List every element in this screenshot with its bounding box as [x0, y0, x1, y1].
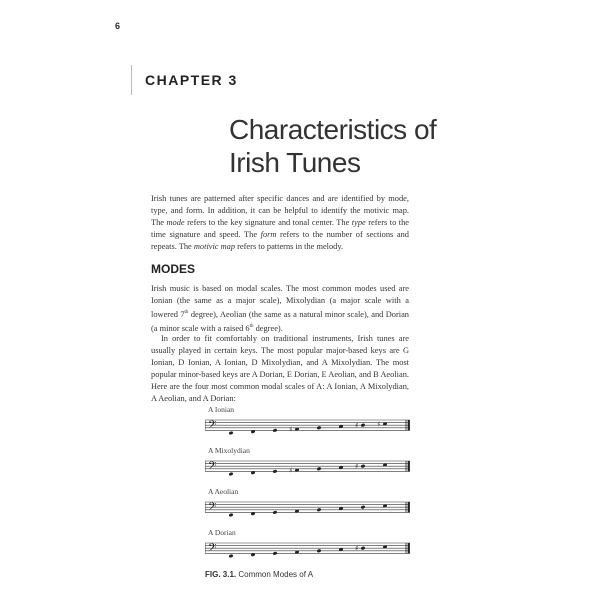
note-head — [361, 464, 366, 468]
term-motivic-map: motivic map — [193, 242, 236, 251]
bass-clef-icon: 𝄢 — [208, 459, 217, 475]
chapter-title-line-1: Characteristics of — [229, 114, 437, 145]
scale-label: A Ionian — [208, 405, 235, 414]
term-form: form — [260, 230, 277, 239]
note-head — [273, 428, 278, 432]
note-head — [229, 513, 234, 517]
modes-p1-text-b: degree), Aeolian (the same as a natural minor scale), and Dorian (a minor scale with a raised 6 — [151, 309, 409, 333]
note-head — [273, 510, 278, 514]
note-head — [317, 508, 322, 512]
intro-text-5: refers to patterns in the melody. — [235, 242, 344, 251]
note-head — [229, 431, 234, 435]
modes-p1-text-a: Irish music is based on modal scales. The most common modes used are Ionian (the same as a major scale), Mixolydian (a major scale with a lowered 7 — [151, 284, 409, 319]
note-head — [273, 551, 278, 555]
bass-clef-icon: 𝄢 — [208, 541, 217, 557]
bass-clef-icon: 𝄢 — [208, 418, 217, 434]
intro-text-3: refers to the time signature and speed. The — [151, 218, 409, 239]
sharp-accidental: ♯ — [289, 466, 293, 475]
bass-clef-icon: 𝄢 — [208, 500, 217, 516]
section-heading-modes: MODES — [151, 262, 196, 276]
figure-label: FIG. 3.1. — [205, 570, 237, 579]
music-staff — [205, 497, 410, 523]
note-head — [361, 423, 366, 427]
intro-paragraph — [151, 193, 409, 253]
superscript-th: th — [249, 323, 254, 329]
chapter-title — [229, 113, 489, 179]
sharp-accidental: ♯ — [355, 421, 359, 430]
term-type: type — [351, 218, 366, 227]
note-head — [317, 549, 322, 553]
figure-caption — [205, 570, 313, 579]
figure-caption-text: Common Modes of A — [236, 570, 314, 579]
music-staff — [205, 415, 410, 441]
note-head — [317, 426, 322, 430]
sharp-accidental: ♯ — [377, 420, 381, 429]
superscript-th: th — [184, 310, 189, 315]
intro-text-2: refers to the key signature and tonal center. The — [184, 218, 352, 227]
chapter-title-line-2: Irish Tunes — [229, 147, 361, 178]
scale-label: A Mixolydian — [208, 446, 250, 455]
note-head — [361, 505, 366, 509]
sharp-accidental: ♯ — [355, 544, 359, 553]
scale-label: A Dorian — [208, 528, 236, 537]
modes-paragraph-2: In order to fit comfortably on traditional instruments, Irish tunes are usually played in certain keys. The most popular major-based keys are G Ionian, D Ionian, A Ionian, D Mixolydian, and A Mixolydian. The most popular minor-based keys are A Dorian, E Dorian, E Aeolian, and B Aeolian. Here are the four most common modal scales of A: A Ionian, A Mixolydian, A Aeolian, and A Dorian: — [151, 334, 409, 403]
music-staff — [205, 456, 410, 482]
sharp-accidental: ♯ — [355, 462, 359, 471]
page-number: 6 — [115, 21, 121, 31]
term-mode: mode — [166, 218, 185, 227]
note-head — [361, 546, 366, 550]
intro-text-1: Irish tunes are patterned after specific dances and are identified by mode, type, and form. In addition, it can be helpful to identify the motivic map. The — [151, 194, 409, 227]
modes-paragraph-1 — [151, 283, 409, 335]
modes-p1-text-c: degree). — [253, 323, 283, 333]
intro-text-4: refers to the number of sections and repeats. The — [151, 230, 409, 251]
chapter-divider — [131, 65, 132, 95]
note-head — [317, 467, 322, 471]
music-staff — [205, 538, 410, 564]
note-head — [273, 469, 278, 473]
sharp-accidental: ♯ — [289, 425, 293, 434]
note-head — [229, 554, 234, 558]
chapter-label: CHAPTER 3 — [145, 72, 238, 88]
note-head — [229, 472, 234, 476]
scale-label: A Aeolian — [208, 487, 239, 496]
